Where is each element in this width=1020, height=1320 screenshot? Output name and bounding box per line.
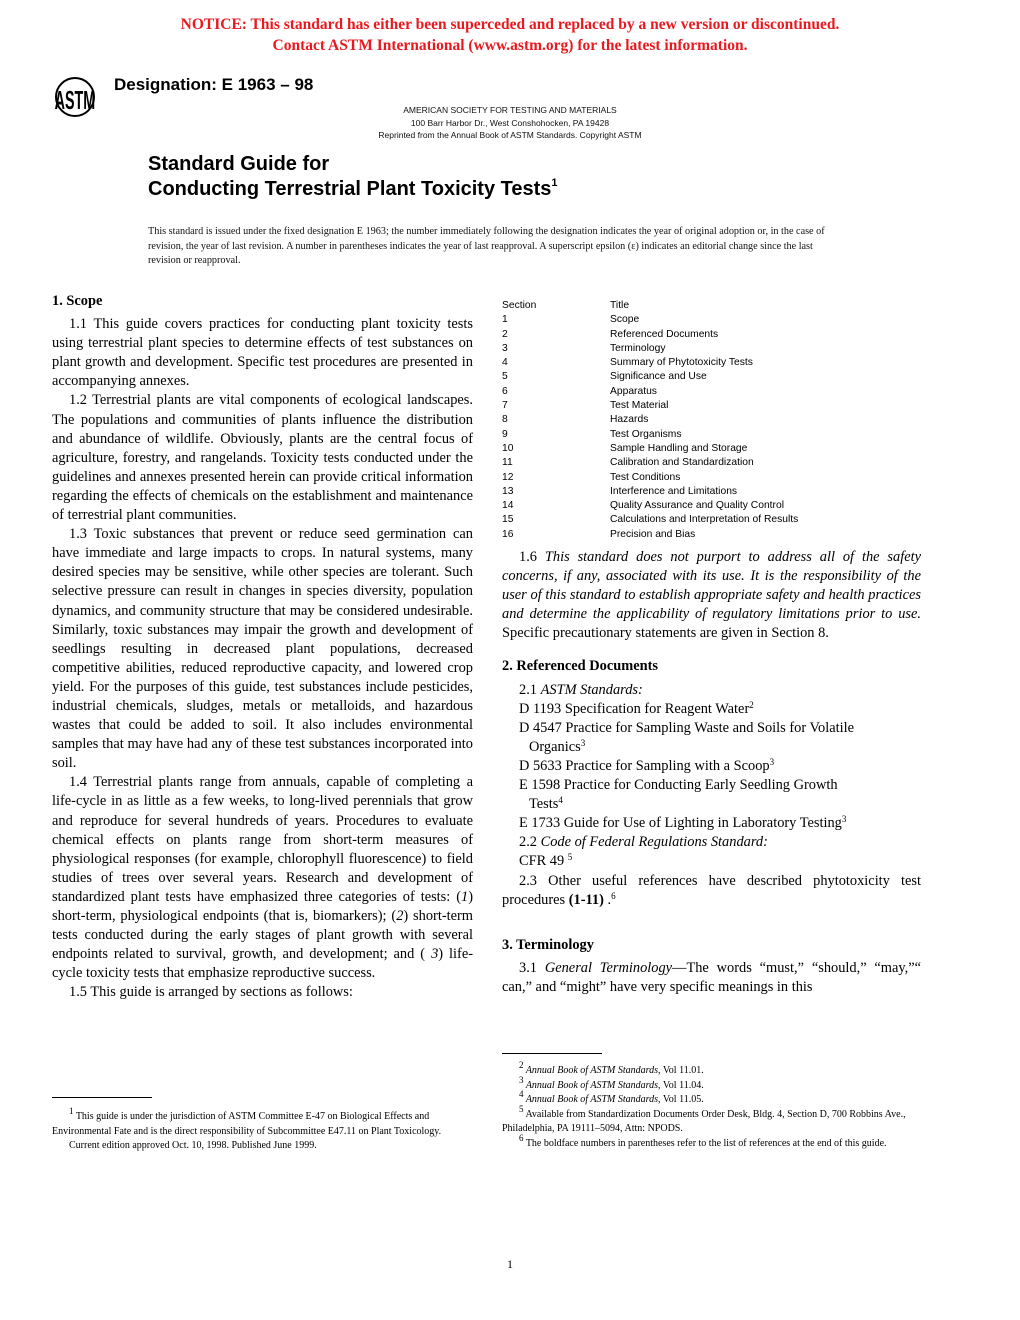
- approval-note: Current edition approved Oct. 10, 1998. Published June 1999.: [69, 1140, 317, 1151]
- left-column: [52, 292, 473, 1002]
- section-number: 5: [502, 371, 508, 383]
- section-title: Scope: [610, 314, 640, 326]
- astm-reference: E 1733 Guide for Use of Lighting in Laboratory Testing$^3$: [519, 814, 847, 832]
- section-table-row: [502, 342, 798, 356]
- paragraph-1-4: 1.4 Terrestrial plants range from annuals, capable of completing a life-cycle in as little as a few weeks, to long-lived perennials that grow and reproduce for several hundreds of years. Procedures to evaluate chemical effects on plants range from short-term measures of physiological responses (for example, chlorophyll fluorescence) to field studies of trees over several years. Research and development of standardized plant tests have emphasized three categories of tests: (1) short-term, physiological endpoints (that is, biomarkers); (2) short-term tests conducted during the early stages of plant growth with several endpoints related to survival, growth, and development; and ( 3) life-cycle toxicity tests that emphasize reproductive success.: [52, 774, 474, 982]
- paragraph-1-2: 1.2 Terrestrial plants are vital components of ecological landscapes. The populations and communities of plants influence the distribution and abundance of wildlife. Obviously, plants are the central focus of agriculture, forestry, and rangelands. Toxicity tests conducted under the guidelines and annexes presented herein can provide critical information regarding the effects of chemicals on the establishment and maintenance of terrestrial plant communities.: [52, 392, 473, 524]
- notice-line-2: Contact ASTM International (www.astm.org) for the latest information.: [272, 37, 748, 54]
- svg-text:ASTM: ASTM: [54, 86, 96, 116]
- astm-reference: [502, 776, 921, 795]
- footnote-6: $^6$ The boldface numbers in parentheses refer to the list of references at the end of this guide.: [519, 1132, 887, 1149]
- section-table-row: [502, 499, 798, 513]
- section-table-row: [502, 471, 798, 485]
- section-number: 4: [502, 357, 508, 369]
- astm-reference: D 5633 Practice for Sampling with a Scoop$^3$: [519, 756, 775, 774]
- title-footnote-mark: 1: [551, 177, 558, 189]
- section-number: 16: [502, 528, 514, 540]
- section-table-row: [502, 428, 798, 442]
- section-number: 10: [502, 442, 514, 454]
- section-table-row: [502, 485, 798, 499]
- reference-title: Practice for Conducting Early Seedling Growth: [563, 777, 838, 794]
- reference-code: E 1733: [519, 815, 561, 832]
- publisher-block: [340, 104, 680, 142]
- section-table-row: [502, 370, 798, 384]
- document-title: [148, 152, 558, 202]
- paragraph-1-1: 1.1 This guide covers practices for conducting plant toxicity tests using terrestrial plant species to determine effects of test substances on plant growth and development. Specific test procedures are presented in accompanying annexes.: [52, 316, 473, 390]
- section-table-row: [502, 442, 798, 456]
- section-number: 7: [502, 400, 508, 412]
- section-number: 2: [502, 328, 508, 340]
- footnote-5: $^5$ Available from Standardization Documents Order Desk, Bldg. 4, Section D, 700 Robbins Ave., Philadelphia, PA 19111–5094, Attn: NPODS.: [502, 1103, 906, 1134]
- section-table-row: [502, 528, 798, 542]
- astm-logo-icon: [54, 76, 104, 116]
- section-number: 3: [502, 342, 508, 354]
- section-number: 12: [502, 471, 514, 483]
- section-title: Calculations and Interpretation of Results: [610, 514, 799, 526]
- footnote-divider: [52, 1097, 152, 1098]
- astm-reference-continuation: Organics$^3$: [529, 737, 586, 755]
- section-number: 8: [502, 414, 508, 426]
- designation: Designation: E 1963 – 98: [114, 75, 314, 94]
- section-number: 15: [502, 514, 514, 526]
- section-number: 14: [502, 500, 514, 512]
- title-line-1: Standard Guide for: [148, 153, 330, 175]
- astm-reference: D 1193 Specification for Reagent Water$^2$: [519, 699, 754, 717]
- astm-reference-continuation: Tests$^4$: [529, 795, 563, 813]
- paragraph-2-3: 2.3 Other useful references have described phytotoxicity test procedures (1-11) .$^6$: [502, 872, 921, 908]
- reference-title: Practice for Sampling Waste and Soils for Volatile: [565, 719, 854, 736]
- section-title: Test Conditions: [610, 471, 681, 483]
- reference-title: Guide for Use of Lighting in Laboratory Testing: [563, 815, 842, 832]
- footnote-2: $^2$ Annual Book of ASTM Standards, Vol 11.01.: [519, 1060, 704, 1076]
- page-number: 1: [507, 1257, 513, 1271]
- publisher-name: AMERICAN SOCIETY FOR TESTING AND MATERIALS: [403, 105, 617, 115]
- right-column: [502, 548, 921, 997]
- section-title: Apparatus: [610, 385, 657, 397]
- paragraph-1-5: 1.5 This guide is arranged by sections as follows:: [69, 984, 353, 1001]
- section-table-row: [502, 313, 798, 327]
- section-table-row: [502, 328, 798, 342]
- reference-code: D 4547: [519, 719, 562, 736]
- cfr-reference: CFR 49 $^5$: [519, 852, 573, 870]
- astm-reference: [502, 719, 921, 738]
- section-title: Hazards: [610, 414, 649, 426]
- section-table-row: [502, 356, 798, 370]
- issuance-statement: This standard is issued under the fixed designation E 1963; the number immediately following the designation indicates the year of original adoption or, in the case of revision, the year of last revision. A number in parentheses indicates the year of last reapproval. A superscript epsilon (ε) indicates an editorial change since the last revision or reapproval.: [148, 226, 825, 266]
- paragraph-1-6: 1.6 This standard does not purport to address all of the safety concerns, if any, associated with its use. It is the responsibility of the user of this standard to establish appropriate safety and health practices and determine the applicability of regulatory limitations prior to use. Specific precautionary statements are given in Section 8.: [502, 549, 921, 642]
- footnote-4: $^4$ Annual Book of ASTM Standards, Vol 11.05.: [519, 1089, 704, 1105]
- paragraph-3-1: 3.1 General Terminology—The words “must,” “should,” “may,”“ can,” and “might” have very specific meanings in this: [502, 959, 922, 995]
- astm-reference-list: [502, 700, 921, 834]
- section-number: 9: [502, 428, 508, 440]
- reference-title: Practice for Sampling with a Scoop: [565, 757, 770, 774]
- footnote-divider: [502, 1053, 602, 1054]
- section-table: [502, 299, 798, 542]
- section-title: Sample Handling and Storage: [610, 442, 748, 454]
- section-table-header: [502, 299, 798, 313]
- reprint-notice: Reprinted from the Annual Book of ASTM Standards. Copyright ASTM: [378, 130, 642, 140]
- title-line-2: [148, 177, 558, 202]
- section-table-row: [502, 413, 798, 427]
- section-title: Terminology: [610, 342, 666, 354]
- section-title: Interference and Limitations: [610, 485, 738, 497]
- right-footnotes: [502, 1053, 921, 1151]
- section-title: Test Material: [610, 400, 669, 412]
- reference-code: D 5633: [519, 757, 562, 774]
- section-table-row: [502, 385, 798, 399]
- section-number: 13: [502, 485, 514, 497]
- publisher-address: 100 Barr Harbor Dr., West Conshohocken, PA 19428: [410, 117, 610, 128]
- paragraph-2-2: 2.2 Code of Federal Regulations Standard:: [519, 834, 768, 851]
- paragraph-1-3: 1.3 Toxic substances that prevent or reduce seed germination can have immediate and large impacts to crops. In natural systems, many desired species may be sensitive, while other species are tolerant. Such selective pressure can result in changes in species diversity, population dynamics, and community structure that may be considered undesirable. Similarly, toxic substances may impair the growth and development of seedlings resulting in decreased plant populations, decreased competitive abilities, reduced reproductive capacity, and lowered crop yield. For the purposes of this guide, test substances include pesticides, industrial chemicals, sludges, metals or metalloids, and hazardous wastes that could be added to soil. It also includes environmental samples that may have had any of these test substances incorporated into soil.: [52, 526, 473, 772]
- section-title: Calibration and Standardization: [610, 457, 754, 469]
- section-table-row: [502, 399, 798, 413]
- title-text: Conducting Terrestrial Plant Toxicity Tests: [148, 178, 552, 200]
- section-title: Precision and Bias: [610, 528, 696, 540]
- section-title: Referenced Documents: [610, 328, 719, 340]
- reference-code: E 1598: [519, 777, 561, 794]
- section-table-row: [502, 513, 798, 527]
- section-title: Summary of Phytotoxicity Tests: [610, 357, 753, 369]
- section-1-heading: 1. Scope: [52, 293, 103, 309]
- supersession-notice: [0, 14, 1020, 56]
- section-2-heading: 2. Referenced Documents: [502, 658, 658, 675]
- paragraph-2-1: 2.1 ASTM Standards:: [519, 681, 643, 698]
- section-number: 1: [502, 314, 508, 326]
- reference-title: Specification for Reagent Water: [564, 700, 750, 717]
- section-number: 6: [502, 385, 508, 397]
- title-col-header: Title: [610, 300, 630, 311]
- section-col-header: Section: [502, 300, 537, 311]
- section-title: Significance and Use: [610, 371, 707, 383]
- notice-line-1: NOTICE: This standard has either been superceded and replaced by a new version or discontinued.: [180, 16, 840, 33]
- left-footnotes: [52, 1097, 473, 1154]
- section-title: Test Organisms: [610, 428, 682, 440]
- footnote-1: $^1$ This guide is under the jurisdiction of ASTM Committee E-47 on Biological Effects and Environmental Fate and is the direct responsibility of Subcommittee E47.11 on Plant Toxicology.: [52, 1106, 442, 1137]
- footnote-3: $^3$ Annual Book of ASTM Standards, Vol 11.04.: [519, 1074, 704, 1091]
- section-number: 11: [502, 457, 513, 469]
- section-title: Quality Assurance and Quality Control: [610, 500, 784, 512]
- section-3-heading: 3. Terminology: [502, 936, 594, 953]
- reference-code: D 1193: [519, 700, 562, 717]
- section-table-row: [502, 456, 798, 470]
